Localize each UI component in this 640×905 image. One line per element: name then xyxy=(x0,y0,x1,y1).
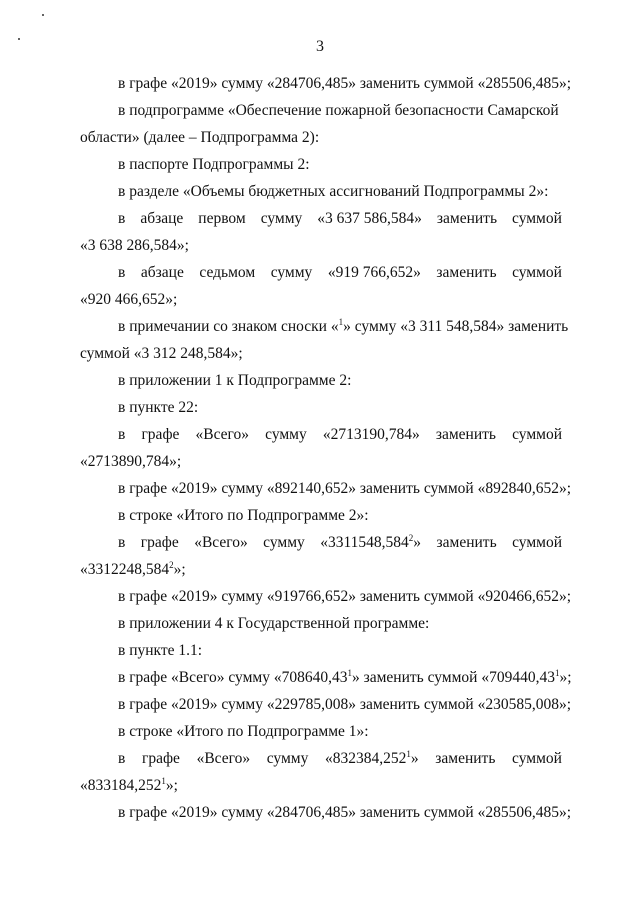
word: заменить xyxy=(436,264,497,281)
paragraph: в приложении 1 к Подпрограмме 2: xyxy=(118,372,352,389)
word: суммой xyxy=(512,426,562,443)
word: абзаце xyxy=(140,210,184,227)
paragraph xyxy=(80,421,562,448)
paragraph-continuation: «2713890,784»; xyxy=(80,453,182,470)
page-number: 3 xyxy=(316,38,324,55)
word: графе xyxy=(141,426,180,443)
text-segment: » сумму «3 311 548,584» заменить xyxy=(343,318,569,335)
paragraph: в графе «2019» сумму «284706,485» заменить суммой «285506,485»; xyxy=(118,75,572,92)
text-segment: в графе «Всего» сумму «708640,43 xyxy=(118,669,348,686)
footnote-mark: 1 xyxy=(338,317,344,327)
paragraph xyxy=(80,664,572,691)
paragraph: в приложении 4 к Государственной программе: xyxy=(118,615,430,632)
word: в xyxy=(118,426,126,443)
paragraph: в графе «2019» сумму «284706,485» заменить суммой «285506,485»; xyxy=(118,804,572,821)
paragraph: в графе «2019» сумму «892140,652» заменить суммой «892840,652»; xyxy=(118,480,572,497)
paragraph-continuation xyxy=(80,556,562,583)
paragraph: в графе «2019» сумму «229785,008» заменить суммой «230585,008»; xyxy=(118,696,572,713)
footnote-mark: 2 xyxy=(169,560,174,570)
word: в xyxy=(118,264,126,281)
text-segment: »; xyxy=(165,777,178,794)
paragraph-continuation: «920 466,652»; xyxy=(80,291,178,308)
text-segment: »; xyxy=(559,669,572,686)
paragraph: в паспорте Подпрограммы 2: xyxy=(118,156,310,173)
paragraph xyxy=(80,529,562,556)
scan-speck xyxy=(42,14,44,16)
text-segment: » xyxy=(410,750,419,767)
text-segment: » заменить суммой «709440,43 xyxy=(351,669,555,686)
paragraph: в строке «Итого по Подпрограмме 1»: xyxy=(118,723,369,740)
footnote-mark: 1 xyxy=(554,668,560,678)
word: седьмом xyxy=(199,264,256,281)
text-segment: «3312248,584 xyxy=(80,561,170,578)
word: заменить xyxy=(436,210,498,227)
word: графе xyxy=(141,750,180,767)
word: сумму xyxy=(263,534,305,551)
word: абзаце xyxy=(140,264,184,281)
document-body xyxy=(80,70,572,826)
text-segment: в примечании со знаком сноски « xyxy=(118,318,339,335)
word: суммой xyxy=(512,264,562,281)
text-segment: «3311548,584 xyxy=(320,534,409,551)
word: сумму xyxy=(270,264,313,281)
word: суммой xyxy=(512,534,562,551)
paragraph xyxy=(80,97,562,124)
word: заменить xyxy=(435,750,496,767)
value-with-footnote xyxy=(320,529,421,556)
text-segment: «833184,252 xyxy=(80,777,162,794)
word: графе xyxy=(140,534,179,551)
word: «2713190,784» xyxy=(322,426,420,443)
footnote-mark: 1 xyxy=(161,776,166,786)
text-segment: » xyxy=(413,534,422,551)
word: заменить xyxy=(436,534,497,551)
text-segment: «832384,252 xyxy=(324,750,407,767)
paragraph xyxy=(80,745,562,772)
word: заменить xyxy=(435,426,496,443)
word: сумму xyxy=(260,210,303,227)
paragraph: в пункте 22: xyxy=(118,399,199,416)
paragraph-continuation xyxy=(80,772,562,799)
word: сумму xyxy=(265,426,307,443)
text-line: в подпрограмме «Обеспечение пожарной безопасности Самарской xyxy=(118,102,559,119)
value-with-footnote xyxy=(325,745,419,772)
paragraph xyxy=(80,259,562,286)
word: «Всего» xyxy=(195,426,250,443)
word: «3 637 586,584» xyxy=(317,210,422,227)
paragraph: в пункте 1.1: xyxy=(118,642,203,659)
footnote-mark: 2 xyxy=(408,533,414,543)
word: сумму xyxy=(266,750,309,767)
paragraph-continuation: «3 638 286,584»; xyxy=(80,237,189,254)
paragraph: в разделе «Объемы бюджетных ассигнований Подпрограммы 2»: xyxy=(118,183,549,200)
paragraph: в строке «Итого по Подпрограмме 2»: xyxy=(118,507,369,524)
word: «Всего» xyxy=(194,534,248,551)
word: первом xyxy=(198,210,246,227)
text-segment: »; xyxy=(173,561,186,578)
word: в xyxy=(118,210,126,227)
paragraph-continuation: суммой «3 312 248,584»; xyxy=(80,345,243,362)
word: «919 766,652» xyxy=(327,264,421,281)
paragraph-continuation: области» (далее – Подпрограмма 2): xyxy=(80,129,320,146)
footnote-mark: 1 xyxy=(347,668,352,678)
word: суммой xyxy=(512,210,562,227)
word: в xyxy=(118,750,126,767)
paragraph: в графе «2019» сумму «919766,652» заменить суммой «920466,652»; xyxy=(118,588,572,605)
paragraph xyxy=(80,205,562,232)
paragraph xyxy=(80,313,569,340)
word: «Всего» xyxy=(196,750,251,767)
footnote-mark: 1 xyxy=(406,749,411,759)
word: суммой xyxy=(512,750,562,767)
word: в xyxy=(118,534,126,551)
